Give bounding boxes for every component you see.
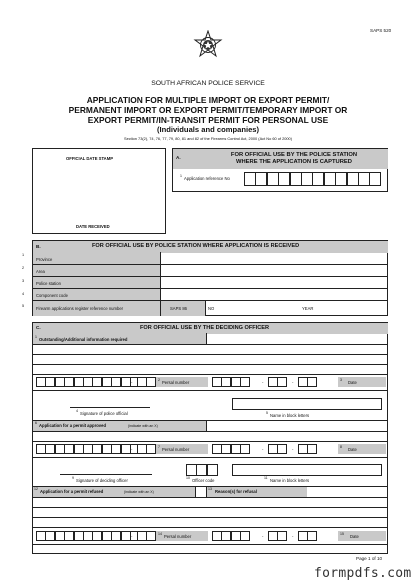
section-a-title: [200, 152, 388, 166]
persal-number-cells[interactable]: [36, 444, 139, 454]
row-number: 2: [22, 266, 25, 270]
officer-code-cells[interactable]: [186, 464, 217, 476]
date-label-cell: [338, 444, 386, 454]
dash: -: [131, 380, 133, 385]
application-reference-cells[interactable]: [244, 172, 381, 186]
date-cells-year[interactable]: [212, 377, 250, 387]
field-number: 8: [340, 445, 342, 449]
date-cells-month[interactable]: [268, 531, 287, 541]
persal-number-label: Persal number: [162, 447, 190, 452]
dash: -: [262, 380, 264, 385]
permit-approved-field[interactable]: [207, 421, 387, 430]
section-a-letter: A.: [176, 155, 181, 160]
date-label-cell: [338, 377, 386, 387]
row-number: 3: [22, 279, 25, 283]
field-number: 15: [340, 532, 344, 536]
reasons-for-refusal-field[interactable]: [33, 498, 387, 527]
dash: -: [292, 380, 294, 385]
section-b-title: FOR OFFICIAL USE BY POLICE STATION WHERE APPLICATION IS RECEIVED: [92, 243, 300, 249]
date-cells-day[interactable]: [298, 531, 317, 541]
permit-refused-hint: (indicate with an X): [124, 490, 154, 494]
date-cells-month[interactable]: [268, 444, 287, 454]
date-cells-year[interactable]: [212, 444, 250, 454]
signature-deciding-officer-label: Signature of deciding officer: [76, 478, 128, 483]
application-reference-label: Application reference No: [184, 176, 230, 181]
field-number: 1: [35, 335, 37, 339]
outstanding-info-field[interactable]: [33, 345, 387, 374]
section-c-title: FOR OFFICIAL USE BY THE DECIDING OFFICER: [140, 325, 270, 331]
date-cells-month[interactable]: [268, 377, 287, 387]
field-number: 1: [180, 174, 182, 178]
permit-refused-label: Application for a permit refused: [40, 489, 104, 494]
date-label: Date: [350, 534, 359, 539]
persal-number-check-cells[interactable]: [137, 444, 156, 454]
field-number: 3: [340, 378, 342, 382]
year-label: YEAR: [302, 306, 314, 311]
stamp-label: OFFICIAL DATE STAMP: [66, 156, 113, 161]
date-received-label: DATE RECEIVED: [76, 224, 110, 229]
dash: -: [292, 534, 294, 539]
dash: -: [131, 534, 133, 539]
area-field[interactable]: [161, 265, 387, 276]
section-a-title-line: FOR OFFICIAL USE BY THE POLICE STATION: [230, 152, 358, 158]
date-label: Date: [348, 380, 357, 385]
section-b-letter: B.: [36, 244, 41, 249]
reasons-for-refusal-label: Reason(s) for refusal: [215, 489, 257, 494]
name-block-letters-label: Name in block letters: [270, 413, 310, 418]
saps86-label: SAPS 86: [170, 306, 187, 311]
watermark: formpdfs.com: [314, 566, 412, 581]
dash: -: [262, 447, 264, 452]
row-number: 1: [22, 253, 25, 257]
no-label: NO: [208, 306, 215, 311]
police-station-field[interactable]: [161, 277, 387, 288]
field-number: 7: [158, 445, 160, 449]
row-number: 4: [22, 292, 25, 296]
permit-approved-label: Application for a permit approved: [39, 423, 107, 428]
row-number: 5: [22, 304, 25, 308]
signature-line[interactable]: [60, 474, 152, 475]
component-code-label: Component code: [36, 293, 68, 298]
dash: -: [131, 447, 133, 452]
form-code: SAPS 520: [370, 28, 392, 33]
title-line: PERMANENT IMPORT OR EXPORT PERMIT/TEMPORARY IMPORT OR: [68, 105, 348, 115]
field-number: 11: [264, 476, 268, 480]
persal-number-label: Persal number: [164, 534, 192, 539]
date-label-cell: [338, 531, 386, 541]
permit-refused-field[interactable]: [196, 487, 206, 496]
form-title: [0, 95, 416, 135]
persal-number-check-cells[interactable]: [137, 377, 156, 387]
field-number: 9: [72, 476, 74, 480]
name-block-letters-field[interactable]: [232, 398, 382, 410]
register-year-field[interactable]: [318, 301, 386, 315]
field-number: 6: [35, 421, 37, 425]
title-line: (Individuals and companies): [156, 125, 260, 134]
field-number: 10: [186, 476, 190, 480]
persal-number-cells[interactable]: [36, 377, 139, 387]
name-block-letters-label: Name in block letters: [270, 478, 310, 483]
persal-number-check-cells[interactable]: [137, 531, 156, 541]
field-number: 13: [208, 487, 212, 491]
permit-approved-hint: (indicate with an X): [128, 424, 158, 428]
field-number: 4: [76, 409, 78, 413]
police-station-label: Police station: [36, 281, 61, 286]
field-number: 2: [158, 378, 160, 382]
section-c-letter: C.: [36, 325, 41, 330]
date-cells-year[interactable]: [212, 531, 250, 541]
province-field[interactable]: [161, 253, 387, 264]
outstanding-info-label: Outstanding/Additional information required: [39, 337, 128, 342]
register-no-field[interactable]: [218, 301, 298, 315]
officer-code-label: Officer code: [192, 478, 215, 483]
persal-number-cells[interactable]: [36, 531, 139, 541]
field-number: 14: [158, 532, 162, 536]
register-reference-label: Firearm applications register reference number: [36, 306, 124, 311]
legal-reference: Section 73(2), 74, 76, 77, 79, 80, 81 and 82 of the Firearms Control Act, 2000 (Act No 60 of 2000): [123, 136, 293, 141]
title-line: APPLICATION FOR MULTIPLE IMPORT OR EXPORT PERMIT/: [86, 95, 330, 105]
section-a-title-line: WHERE THE APPLICATION IS CAPTURED: [236, 159, 352, 165]
area-label: Area: [36, 269, 45, 274]
province-label: Province: [36, 257, 53, 262]
field-number: 12: [34, 487, 38, 491]
signature-line[interactable]: [70, 407, 150, 408]
component-code-field[interactable]: [161, 289, 387, 300]
signature-police-official-label: Signature of police official: [80, 411, 128, 416]
saps-star-emblem-icon: [193, 30, 223, 60]
date-label: Date: [348, 447, 357, 452]
date-cells-day[interactable]: [298, 377, 317, 387]
field-number: 5: [266, 411, 268, 415]
date-cells-day[interactable]: [298, 444, 317, 454]
agency-name: SOUTH AFRICAN POLICE SERVICE: [151, 80, 265, 87]
dash: -: [292, 447, 294, 452]
persal-number-label: Persal number: [162, 380, 190, 385]
title-line: EXPORT PERMIT/IN-TRANSIT PERMIT FOR PERSONAL USE: [87, 115, 329, 125]
dash: -: [262, 534, 264, 539]
page-number: Page 1 of 10: [356, 556, 383, 561]
name-block-letters-field[interactable]: [232, 464, 382, 476]
